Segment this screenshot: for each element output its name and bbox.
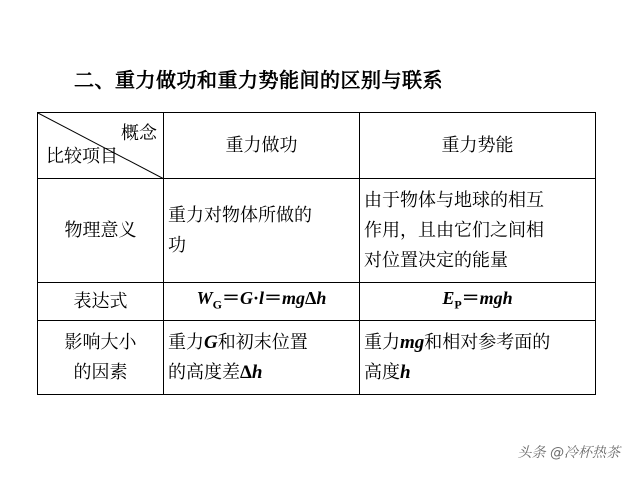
header-gravity-work: 重力做功 — [164, 113, 360, 179]
cell-energy-factors: 重力mg和相对参考面的 高度h — [360, 321, 596, 395]
row-label-influencing-factors: 影响大小 的因素 — [38, 321, 164, 395]
diagonal-header-cell — [38, 113, 164, 179]
cell-energy-meaning: 由于物体与地球的相互 作用，且由它们之间相 对位置决定的能量 — [360, 179, 596, 283]
table-row — [38, 179, 596, 283]
row-label-physical-meaning: 物理意义 — [38, 179, 164, 283]
watermark: 头条 @冷杯热茶 — [517, 445, 620, 461]
table-header-row — [38, 113, 596, 179]
comparison-table — [37, 112, 596, 395]
corner-item-label: 比较项目 — [46, 146, 118, 167]
table-row — [38, 321, 596, 395]
table-row — [38, 283, 596, 321]
cell-work-meaning: 重力对物体所做的 功 — [164, 179, 360, 283]
corner-concept-label: 概念 — [121, 123, 157, 144]
cell-work-formula: $W_G=G\cdot l=mg\Delta h$ — [164, 283, 360, 321]
header-gravity-potential-energy: 重力势能 — [360, 113, 596, 179]
row-label-expression: 表达式 — [38, 283, 164, 321]
cell-energy-formula: $E_P=mgh$ — [360, 283, 596, 321]
cell-work-factors: 重力G和初末位置 的高度差Δh — [164, 321, 360, 395]
page-title: 二、重力做功和重力势能间的区别与联系 — [74, 68, 443, 92]
